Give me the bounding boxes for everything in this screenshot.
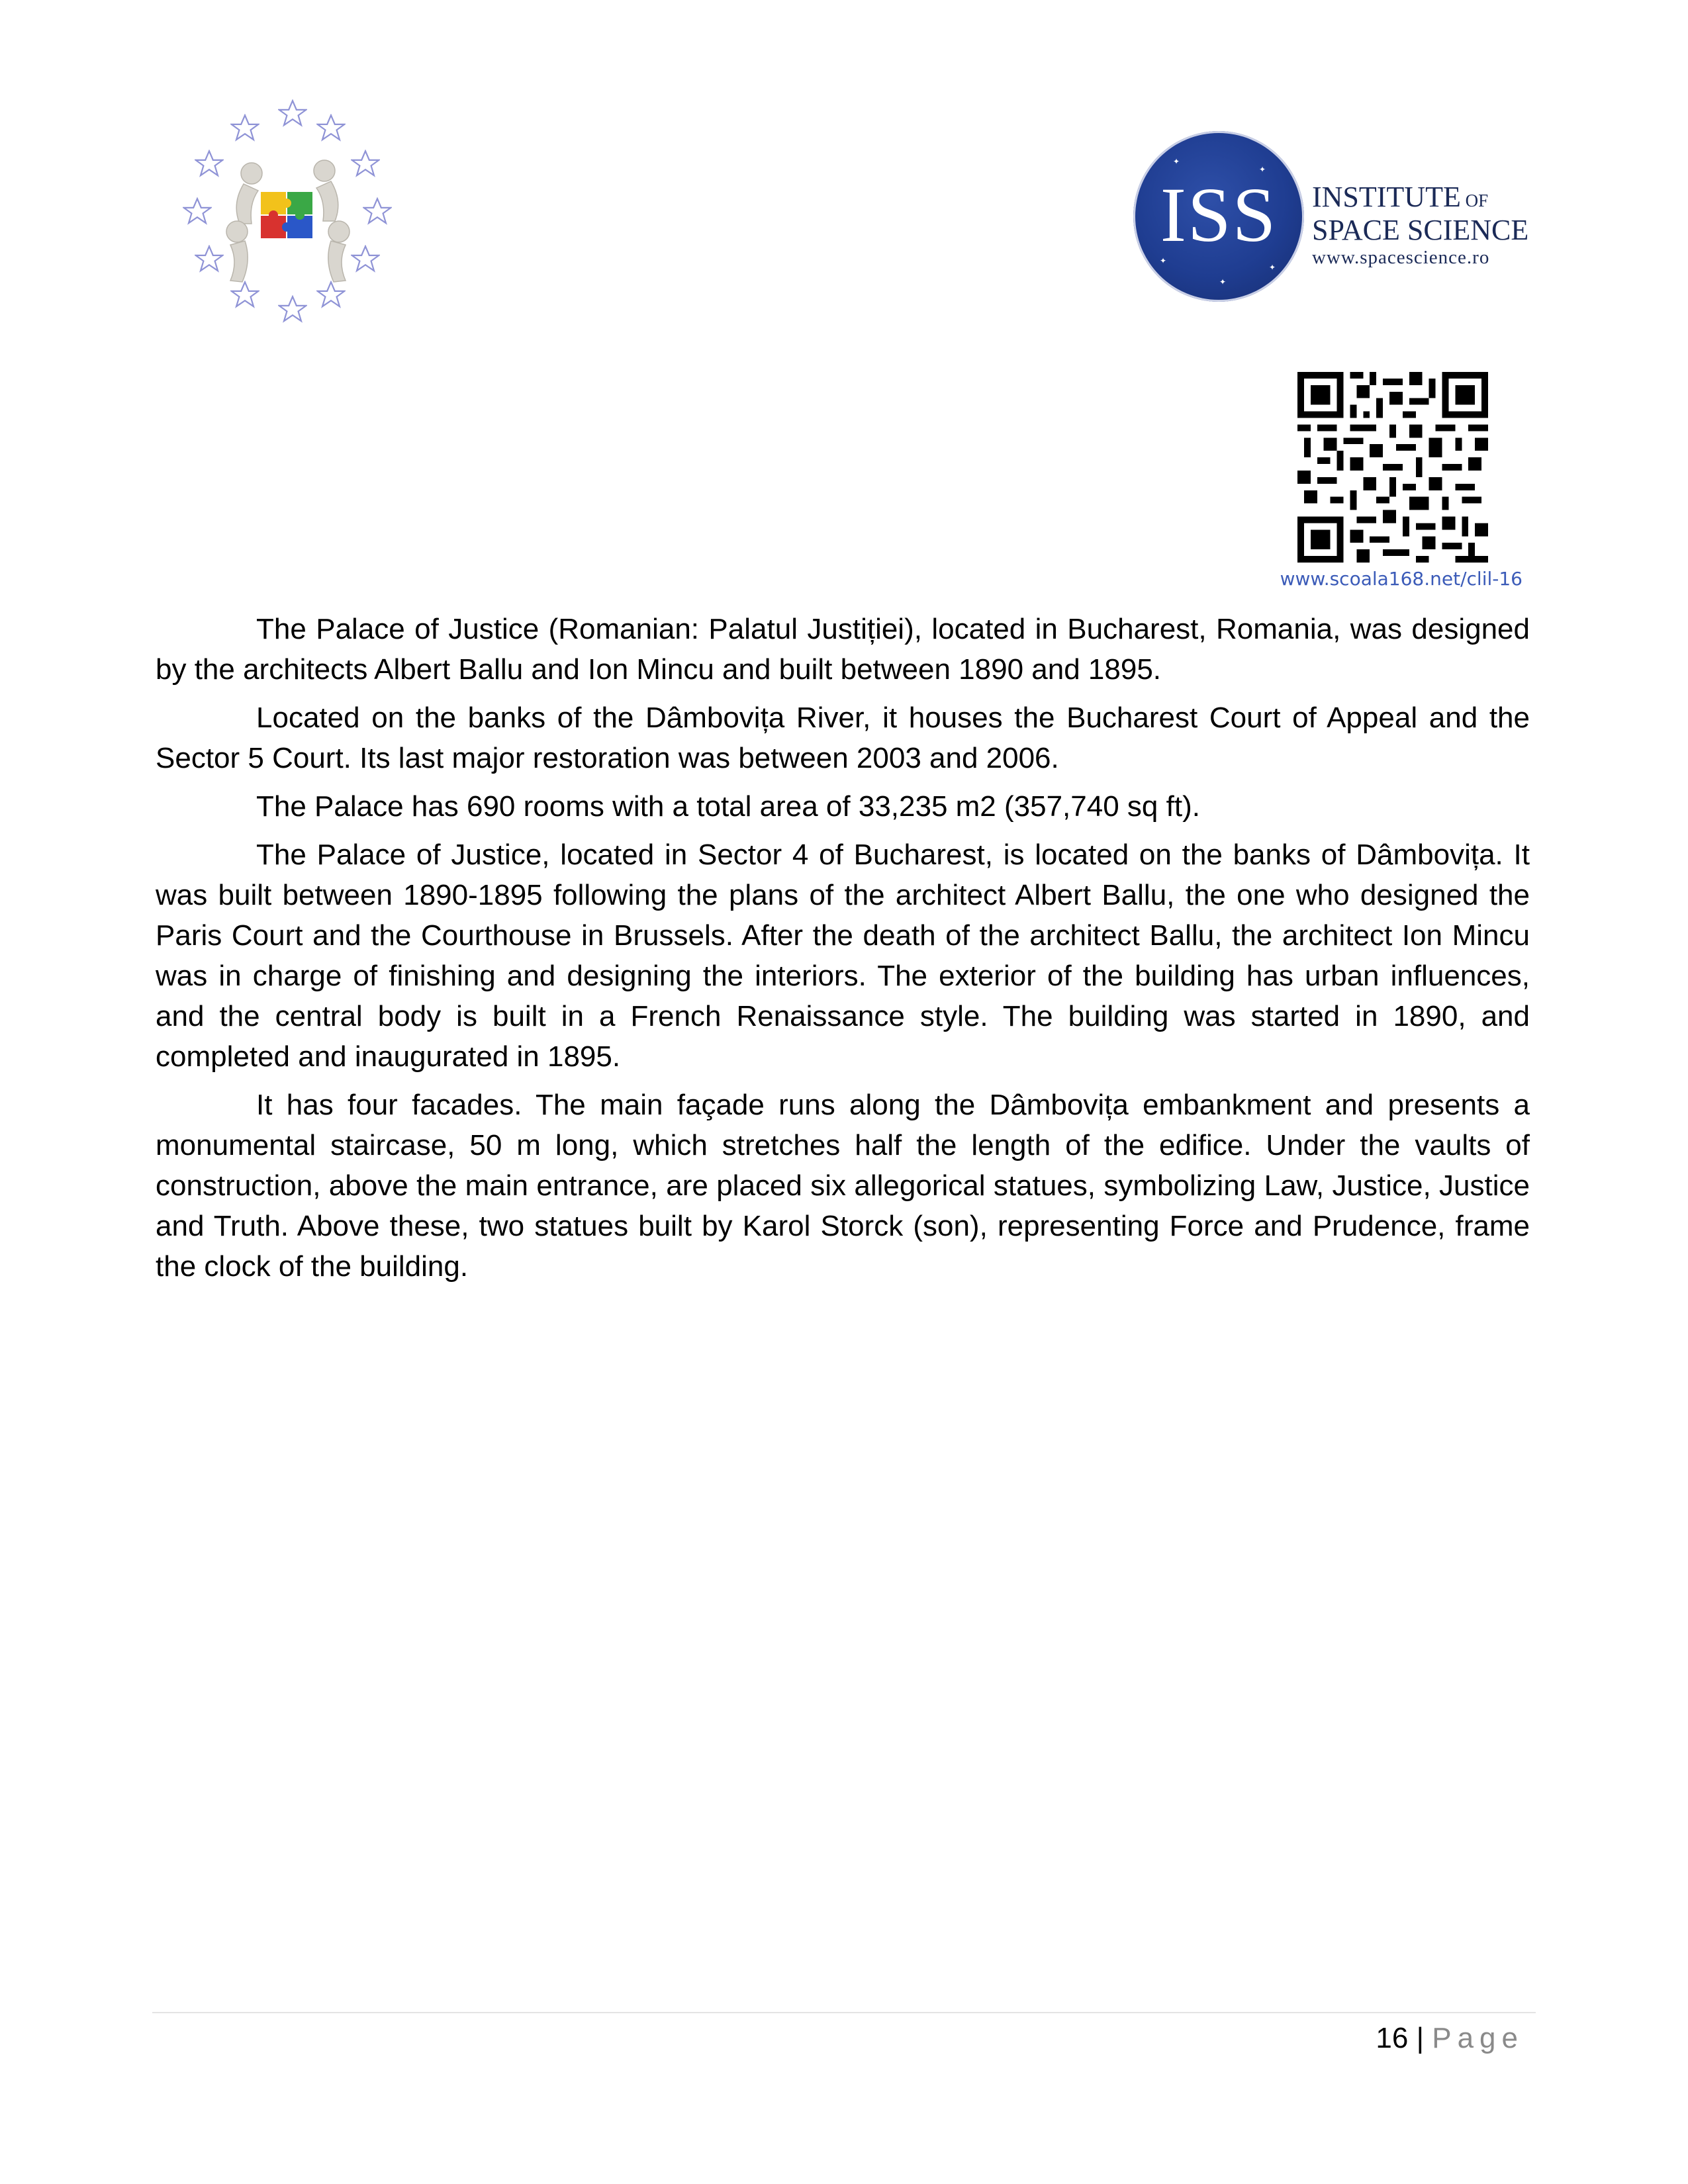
iss-logo	[1133, 131, 1530, 303]
qr-url-link[interactable]: www.scoala168.net/clil-16	[1280, 568, 1523, 590]
page-footer	[1376, 2019, 1524, 2058]
footer-separator: |	[1416, 2022, 1424, 2054]
paragraph-5: It has four facades. The main façade runs along the Dâmbovița embankment and presents a monumental staircase, 50 m long, which stretches half the length of the edifice. Under the vaults of construction, above the main entrance, are placed six allegorical statues, symbolizing Law, Justice, Justice and Truth. Above these, two statues built by Karol Storck (son), representing Force and Prudence, frame the clock of the building.	[156, 1089, 1530, 1283]
paragraph-4: The Palace of Justice, located in Sector 4 of Bucharest, is located on the banks of Dâmbovița. It was built between 1890-1895 following the plans of the architect Albert Ballu, the one who designed the Paris Court and the Courthouse in Brussels. After the death of the architect Ballu, the architect Ion Mincu was in charge of finishing and designing the interiors. The exterior of the building has urban influences, and the central body is built in a French Renaissance style. The building was started in 1890, and completed and inaugurated in 1895.	[156, 839, 1530, 1073]
iss-name-line1	[1312, 183, 1528, 215]
star-ring-puzzle-icon	[173, 99, 399, 324]
iss-website: www.spacescience.ro	[1312, 247, 1490, 268]
paragraph-2: Located on the banks of the Dâmbovița River, it houses the Bucharest Court of Appeal and the Sector 5 Court. Its last major restoration was between 2003 and 2006.	[156, 702, 1530, 774]
iss-name	[1312, 183, 1528, 269]
iss-name-institute: INSTITUTE	[1312, 181, 1461, 213]
page-label: Page	[1432, 2022, 1524, 2054]
iss-name-line2: SPACE SCIENCE	[1312, 214, 1529, 246]
iss-name-of: OF	[1465, 191, 1489, 210]
page-number: 16	[1376, 2022, 1409, 2054]
document-body	[156, 609, 1530, 1295]
paragraph-3: The Palace has 690 rooms with a total area of 33,235 m2 (357,740 sq ft).	[256, 790, 1200, 823]
iss-emblem-icon: ✦ ✦ ✦ ✦ ✦ ISS	[1133, 131, 1304, 302]
iss-emblem-text: ISS	[1160, 171, 1278, 258]
qr-code-icon	[1297, 372, 1488, 563]
footer-divider	[152, 2012, 1536, 2013]
paragraph-1: The Palace of Justice (Romanian: Palatul Justiției), located in Bucharest, Romania, was designed by the architects Albert Ballu and Ion Mincu and built between 1890 and 1895.	[156, 613, 1530, 686]
project-logo	[173, 99, 399, 324]
